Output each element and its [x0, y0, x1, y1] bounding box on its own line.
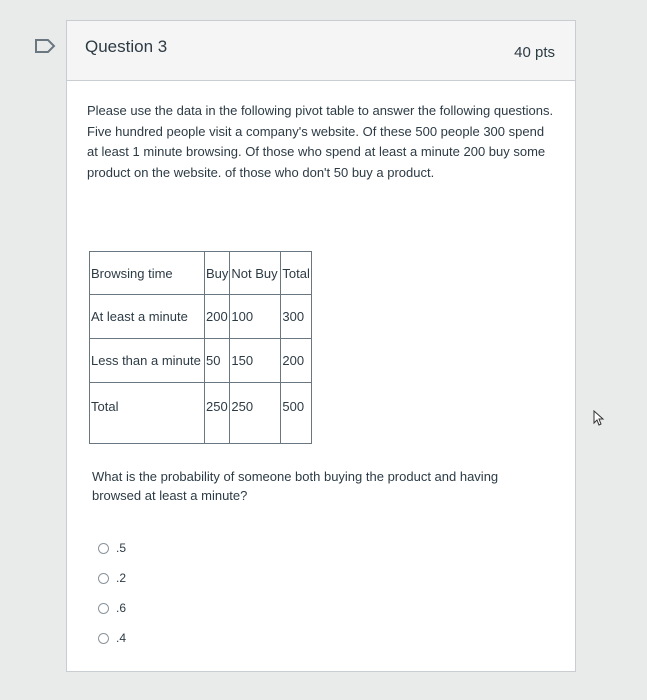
table-row	[90, 339, 312, 383]
table-cell: Less than a minute	[90, 339, 205, 383]
radio-button[interactable]	[98, 543, 109, 554]
question-prompt: Please use the data in the following pivot table to answer the following questions. Five hundred people visit a company's website. Of these 500 people 300 spend at least 1 minute browsing. Of those who spend at least a minute 200 buy some product on the website. of those who don't 50 buy a product.	[87, 103, 554, 180]
radio-button[interactable]	[98, 603, 109, 614]
table-row	[90, 383, 312, 444]
table-header-cell: Buy	[205, 252, 230, 295]
answer-label: .6	[116, 601, 127, 615]
table-header-cell: Browsing time	[90, 252, 205, 295]
table-cell: 100	[230, 295, 281, 339]
answer-option[interactable]	[98, 563, 126, 593]
question-card	[66, 20, 576, 672]
answer-option[interactable]	[98, 593, 126, 623]
answer-option[interactable]	[98, 533, 126, 563]
radio-button[interactable]	[98, 573, 109, 584]
flag-question-icon[interactable]	[34, 38, 56, 54]
answer-option[interactable]	[98, 623, 126, 653]
table-cell: 150	[230, 339, 281, 383]
question-title: Question 3	[85, 37, 168, 56]
answer-list	[98, 533, 126, 653]
question-points: 40 pts	[514, 44, 555, 61]
table-cell: Total	[90, 383, 205, 444]
table-cell: 500	[281, 383, 312, 444]
table-row	[90, 295, 312, 339]
table-cell: 200	[205, 295, 230, 339]
table-cell: At least a minute	[90, 295, 205, 339]
table-header-cell: Total	[281, 252, 312, 295]
table-cell: 250	[205, 383, 230, 444]
answer-label: .2	[116, 571, 127, 585]
answer-label: .4	[116, 631, 127, 645]
radio-button[interactable]	[98, 633, 109, 644]
table-cell: 300	[281, 295, 312, 339]
pivot-table	[89, 251, 312, 444]
answer-label: .5	[116, 541, 127, 555]
table-cell: 250	[230, 383, 281, 444]
table-header-row	[90, 252, 312, 295]
question-ask: What is the probability of someone both buying the product and having browsed at least a minute?	[92, 469, 499, 503]
mouse-pointer-icon	[592, 410, 606, 426]
table-cell: 200	[281, 339, 312, 383]
question-header	[67, 21, 575, 81]
table-header-cell: Not Buy	[230, 252, 281, 295]
table-cell: 50	[205, 339, 230, 383]
